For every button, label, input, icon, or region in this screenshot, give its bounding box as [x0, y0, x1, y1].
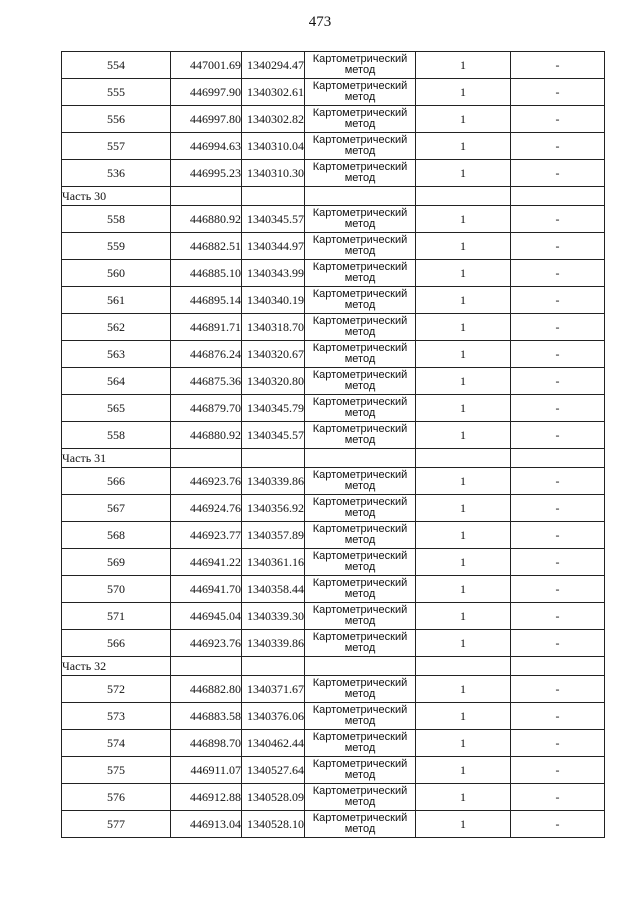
method-line2: метод — [344, 172, 376, 184]
coordinate-x: 446875.36 — [171, 368, 242, 395]
point-number: 559 — [62, 233, 171, 260]
coordinate-y: 1340294.47 — [242, 52, 305, 79]
method-line1: Картометрический — [312, 577, 408, 589]
part-label: Часть 31 — [62, 449, 171, 468]
method-line1: Картометрический — [312, 704, 408, 716]
coordinate-y: 1340318.70 — [242, 314, 305, 341]
coordinate-y: 1340310.30 — [242, 160, 305, 187]
accuracy-value: 1 — [416, 395, 511, 422]
part-header-row — [62, 657, 605, 676]
table-row — [62, 522, 605, 549]
point-number: 566 — [62, 630, 171, 657]
dash-value: - — [511, 603, 605, 630]
table-body — [62, 52, 605, 838]
accuracy-value: 1 — [416, 314, 511, 341]
table-row — [62, 549, 605, 576]
method-line2: метод — [344, 769, 376, 781]
dash-value: - — [511, 757, 605, 784]
part-header-row — [62, 187, 605, 206]
table-row — [62, 260, 605, 287]
method-line1: Картометрический — [312, 550, 408, 562]
accuracy-value: 1 — [416, 79, 511, 106]
dash-value: - — [511, 811, 605, 838]
dash-value: - — [511, 341, 605, 368]
coordinate-y: 1340358.44 — [242, 576, 305, 603]
dash-value: - — [511, 52, 605, 79]
accuracy-value: 1 — [416, 757, 511, 784]
accuracy-value: 1 — [416, 368, 511, 395]
empty-cell — [511, 449, 605, 468]
method-line2: метод — [344, 272, 376, 284]
dash-value: - — [511, 549, 605, 576]
part-label: Часть 32 — [62, 657, 171, 676]
part-header-row — [62, 449, 605, 468]
method-line1: Картометрический — [312, 423, 408, 435]
coordinate-x: 446912.88 — [171, 784, 242, 811]
method-cell — [305, 160, 416, 187]
accuracy-value: 1 — [416, 206, 511, 233]
method-line1: Картометрический — [312, 758, 408, 770]
table-row — [62, 811, 605, 838]
method-cell — [305, 468, 416, 495]
method-line1: Картометрический — [312, 288, 408, 300]
table-row — [62, 287, 605, 314]
coordinate-x: 446913.04 — [171, 811, 242, 838]
coordinates-table — [61, 51, 605, 838]
method-line2: метод — [344, 507, 376, 519]
coordinate-y: 1340310.04 — [242, 133, 305, 160]
empty-cell — [242, 187, 305, 206]
empty-cell — [416, 657, 511, 676]
coordinate-x: 446945.04 — [171, 603, 242, 630]
accuracy-value: 1 — [416, 603, 511, 630]
coordinate-y: 1340344.97 — [242, 233, 305, 260]
method-line2: метод — [344, 561, 376, 573]
table-row — [62, 576, 605, 603]
point-number: 570 — [62, 576, 171, 603]
coordinate-x: 446997.90 — [171, 79, 242, 106]
method-line2: метод — [344, 642, 376, 654]
dash-value: - — [511, 703, 605, 730]
method-line1: Картометрический — [312, 315, 408, 327]
method-cell — [305, 287, 416, 314]
point-number: 567 — [62, 495, 171, 522]
empty-cell — [305, 449, 416, 468]
point-number: 558 — [62, 422, 171, 449]
coordinate-y: 1340528.10 — [242, 811, 305, 838]
method-cell — [305, 549, 416, 576]
coordinate-x: 446880.92 — [171, 422, 242, 449]
accuracy-value: 1 — [416, 522, 511, 549]
accuracy-value: 1 — [416, 287, 511, 314]
empty-cell — [511, 187, 605, 206]
accuracy-value: 1 — [416, 730, 511, 757]
table-row — [62, 495, 605, 522]
method-line2: метод — [344, 823, 376, 835]
empty-cell — [416, 187, 511, 206]
table-row — [62, 106, 605, 133]
empty-cell — [242, 449, 305, 468]
method-cell — [305, 233, 416, 260]
table-row — [62, 676, 605, 703]
method-line1: Картометрический — [312, 396, 408, 408]
method-line1: Картометрический — [312, 496, 408, 508]
accuracy-value: 1 — [416, 422, 511, 449]
method-line1: Картометрический — [312, 677, 408, 689]
method-line1: Картометрический — [312, 80, 408, 92]
dash-value: - — [511, 422, 605, 449]
coordinate-y: 1340357.89 — [242, 522, 305, 549]
method-cell — [305, 603, 416, 630]
method-line1: Картометрический — [312, 631, 408, 643]
table-row — [62, 314, 605, 341]
table-row — [62, 368, 605, 395]
method-cell — [305, 676, 416, 703]
coordinate-x: 446923.77 — [171, 522, 242, 549]
method-cell — [305, 811, 416, 838]
table-row — [62, 603, 605, 630]
accuracy-value: 1 — [416, 495, 511, 522]
coordinate-x: 446941.70 — [171, 576, 242, 603]
method-line2: метод — [344, 434, 376, 446]
accuracy-value: 1 — [416, 106, 511, 133]
table-row — [62, 395, 605, 422]
method-cell — [305, 260, 416, 287]
coordinate-x: 446882.51 — [171, 233, 242, 260]
coordinate-y: 1340302.82 — [242, 106, 305, 133]
table-row — [62, 730, 605, 757]
table-row — [62, 52, 605, 79]
coordinate-y: 1340528.09 — [242, 784, 305, 811]
coordinate-y: 1340371.67 — [242, 676, 305, 703]
accuracy-value: 1 — [416, 160, 511, 187]
accuracy-value: 1 — [416, 468, 511, 495]
method-line2: метод — [344, 118, 376, 130]
coordinate-y: 1340527.64 — [242, 757, 305, 784]
method-cell — [305, 341, 416, 368]
dash-value: - — [511, 206, 605, 233]
coordinate-y: 1340345.79 — [242, 395, 305, 422]
coordinate-y: 1340339.86 — [242, 630, 305, 657]
point-number: 558 — [62, 206, 171, 233]
coordinate-y: 1340339.30 — [242, 603, 305, 630]
empty-cell — [305, 187, 416, 206]
coordinate-x: 446879.70 — [171, 395, 242, 422]
coordinate-y: 1340320.80 — [242, 368, 305, 395]
point-number: 536 — [62, 160, 171, 187]
method-line2: метод — [344, 380, 376, 392]
point-number: 560 — [62, 260, 171, 287]
dash-value: - — [511, 106, 605, 133]
empty-cell — [242, 657, 305, 676]
method-cell — [305, 576, 416, 603]
method-line1: Картометрический — [312, 53, 408, 65]
method-line2: метод — [344, 91, 376, 103]
dash-value: - — [511, 368, 605, 395]
method-cell — [305, 730, 416, 757]
point-number: 564 — [62, 368, 171, 395]
method-line1: Картометрический — [312, 785, 408, 797]
dash-value: - — [511, 233, 605, 260]
method-cell — [305, 52, 416, 79]
empty-cell — [171, 657, 242, 676]
dash-value: - — [511, 522, 605, 549]
coordinate-y: 1340376.06 — [242, 703, 305, 730]
accuracy-value: 1 — [416, 549, 511, 576]
method-line2: метод — [344, 715, 376, 727]
table-row — [62, 79, 605, 106]
part-label: Часть 30 — [62, 187, 171, 206]
dash-value: - — [511, 133, 605, 160]
coordinate-x: 446895.14 — [171, 287, 242, 314]
table-row — [62, 630, 605, 657]
method-line2: метод — [344, 407, 376, 419]
coordinate-y: 1340345.57 — [242, 206, 305, 233]
method-line1: Картометрический — [312, 369, 408, 381]
coordinate-y: 1340356.92 — [242, 495, 305, 522]
method-line2: метод — [344, 615, 376, 627]
point-number: 568 — [62, 522, 171, 549]
method-line2: метод — [344, 534, 376, 546]
empty-cell — [305, 657, 416, 676]
point-number: 571 — [62, 603, 171, 630]
method-line1: Картометрический — [312, 469, 408, 481]
accuracy-value: 1 — [416, 52, 511, 79]
method-cell — [305, 314, 416, 341]
coordinate-x: 446885.10 — [171, 260, 242, 287]
point-number: 565 — [62, 395, 171, 422]
accuracy-value: 1 — [416, 260, 511, 287]
coordinate-x: 446941.22 — [171, 549, 242, 576]
dash-value: - — [511, 495, 605, 522]
table-row — [62, 341, 605, 368]
method-cell — [305, 757, 416, 784]
empty-cell — [511, 657, 605, 676]
method-line1: Картометрический — [312, 207, 408, 219]
table-row — [62, 784, 605, 811]
method-line2: метод — [344, 326, 376, 338]
dash-value: - — [511, 260, 605, 287]
coordinate-x: 446994.63 — [171, 133, 242, 160]
empty-cell — [171, 449, 242, 468]
dash-value: - — [511, 79, 605, 106]
table-row — [62, 703, 605, 730]
dash-value: - — [511, 784, 605, 811]
method-line2: метод — [344, 796, 376, 808]
coordinate-y: 1340343.99 — [242, 260, 305, 287]
dash-value: - — [511, 630, 605, 657]
empty-cell — [416, 449, 511, 468]
coordinate-x: 446923.76 — [171, 468, 242, 495]
coordinate-x: 446924.76 — [171, 495, 242, 522]
accuracy-value: 1 — [416, 784, 511, 811]
point-number: 575 — [62, 757, 171, 784]
method-line1: Картометрический — [312, 731, 408, 743]
method-cell — [305, 522, 416, 549]
point-number: 562 — [62, 314, 171, 341]
method-cell — [305, 368, 416, 395]
coordinate-y: 1340340.19 — [242, 287, 305, 314]
method-line2: метод — [344, 688, 376, 700]
method-line1: Картометрический — [312, 523, 408, 535]
point-number: 577 — [62, 811, 171, 838]
method-line2: метод — [344, 588, 376, 600]
method-cell — [305, 495, 416, 522]
coordinate-y: 1340320.67 — [242, 341, 305, 368]
method-line1: Картометрический — [312, 234, 408, 246]
dash-value: - — [511, 314, 605, 341]
coordinate-x: 446923.76 — [171, 630, 242, 657]
coordinate-x: 446891.71 — [171, 314, 242, 341]
method-cell — [305, 630, 416, 657]
empty-cell — [171, 187, 242, 206]
coordinate-y: 1340361.16 — [242, 549, 305, 576]
method-cell — [305, 422, 416, 449]
method-line1: Картометрический — [312, 261, 408, 273]
method-line1: Картометрический — [312, 161, 408, 173]
method-line2: метод — [344, 353, 376, 365]
coordinate-x: 446880.92 — [171, 206, 242, 233]
method-cell — [305, 395, 416, 422]
page-number: 473 — [308, 14, 332, 30]
table-row — [62, 133, 605, 160]
accuracy-value: 1 — [416, 576, 511, 603]
method-cell — [305, 784, 416, 811]
method-cell — [305, 106, 416, 133]
accuracy-value: 1 — [416, 703, 511, 730]
method-line1: Картометрический — [312, 604, 408, 616]
point-number: 556 — [62, 106, 171, 133]
coordinate-y: 1340302.61 — [242, 79, 305, 106]
point-number: 569 — [62, 549, 171, 576]
method-line2: метод — [344, 480, 376, 492]
coordinate-y: 1340462.44 — [242, 730, 305, 757]
point-number: 566 — [62, 468, 171, 495]
method-line2: метод — [344, 145, 376, 157]
method-line2: метод — [344, 245, 376, 257]
accuracy-value: 1 — [416, 341, 511, 368]
table-row — [62, 160, 605, 187]
accuracy-value: 1 — [416, 233, 511, 260]
method-cell — [305, 703, 416, 730]
dash-value: - — [511, 287, 605, 314]
method-line2: метод — [344, 299, 376, 311]
method-line1: Картометрический — [312, 107, 408, 119]
coordinate-x: 446876.24 — [171, 341, 242, 368]
coordinate-x: 446898.70 — [171, 730, 242, 757]
coordinate-x: 447001.69 — [171, 52, 242, 79]
dash-value: - — [511, 468, 605, 495]
coordinate-x: 446883.58 — [171, 703, 242, 730]
coordinate-x: 446995.23 — [171, 160, 242, 187]
point-number: 555 — [62, 79, 171, 106]
table-row — [62, 468, 605, 495]
dash-value: - — [511, 676, 605, 703]
table-row — [62, 757, 605, 784]
dash-value: - — [511, 576, 605, 603]
point-number: 557 — [62, 133, 171, 160]
dash-value: - — [511, 395, 605, 422]
method-line1: Картометрический — [312, 342, 408, 354]
coordinate-y: 1340345.57 — [242, 422, 305, 449]
coordinate-x: 446997.80 — [171, 106, 242, 133]
table-row — [62, 422, 605, 449]
table-row — [62, 206, 605, 233]
coordinate-x: 446911.07 — [171, 757, 242, 784]
point-number: 573 — [62, 703, 171, 730]
point-number: 563 — [62, 341, 171, 368]
method-line2: метод — [344, 64, 376, 76]
point-number: 572 — [62, 676, 171, 703]
accuracy-value: 1 — [416, 133, 511, 160]
dash-value: - — [511, 160, 605, 187]
accuracy-value: 1 — [416, 676, 511, 703]
method-cell — [305, 79, 416, 106]
method-cell — [305, 133, 416, 160]
dash-value: - — [511, 730, 605, 757]
coordinate-y: 1340339.86 — [242, 468, 305, 495]
point-number: 554 — [62, 52, 171, 79]
method-line2: метод — [344, 218, 376, 230]
point-number: 576 — [62, 784, 171, 811]
method-line1: Картометрический — [312, 812, 408, 824]
point-number: 574 — [62, 730, 171, 757]
method-cell — [305, 206, 416, 233]
table-row — [62, 233, 605, 260]
point-number: 561 — [62, 287, 171, 314]
method-line2: метод — [344, 742, 376, 754]
coordinate-x: 446882.80 — [171, 676, 242, 703]
accuracy-value: 1 — [416, 811, 511, 838]
method-line1: Картометрический — [312, 134, 408, 146]
accuracy-value: 1 — [416, 630, 511, 657]
